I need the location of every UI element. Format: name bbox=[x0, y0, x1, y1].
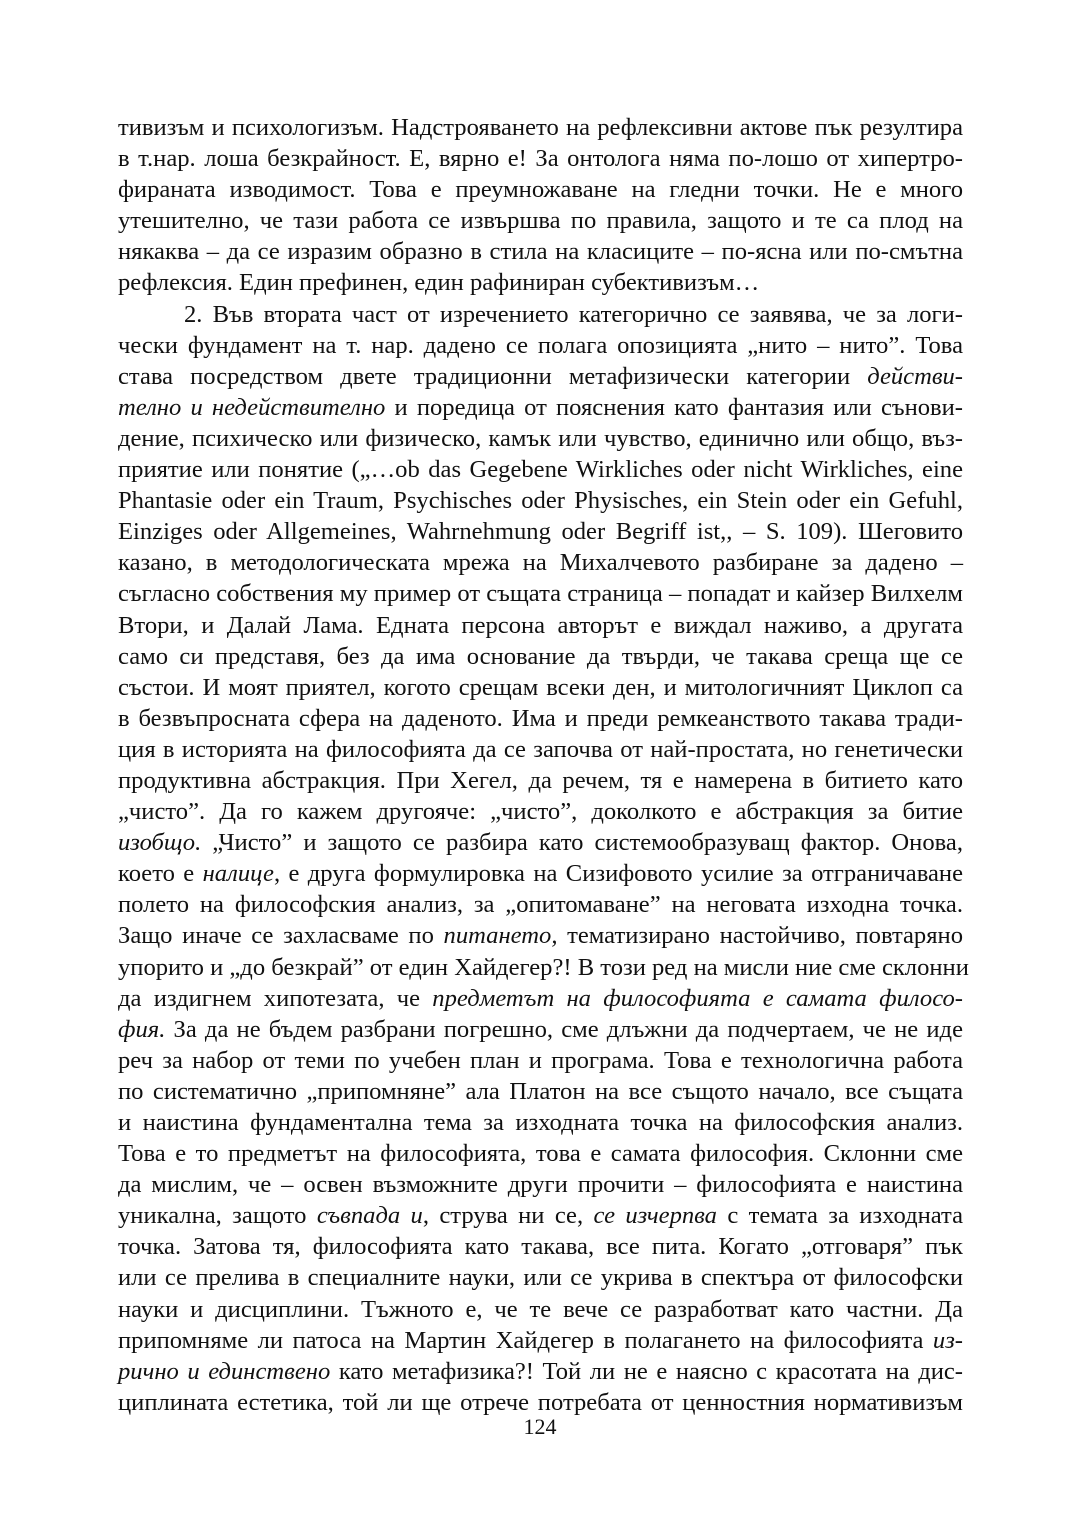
text-line: да мислим, че – освен възможните други прочити – философията е наистина bbox=[118, 1171, 963, 1199]
text-line: фираната изводимост. Това е преумножаване на гледни точки. Не е много bbox=[118, 176, 963, 204]
text-line: Einziges oder Allgemeines, Wahrnehmung oder Begriff ist,, – S. 109). Шеговито bbox=[118, 518, 963, 546]
text-line: съгласно собствения му пример от същата страница – попадат и кайзер Вилхелм bbox=[118, 580, 963, 608]
text-line: точка. Затова тя, философията като такава, все пита. Когато „отговаря” пък bbox=[118, 1233, 963, 1261]
text-line: дение, психическо или физическо, камък или чувство, единично или общо, въз- bbox=[118, 424, 963, 452]
text-run: За да не бъдем разбрани погрешно, сме длъжни да подчертаем, че не иде bbox=[165, 1015, 963, 1043]
text-run: като метафизика?! Той ли не е наясно с красотата на дис- bbox=[330, 1357, 963, 1385]
italic-run: питането, bbox=[443, 922, 558, 950]
italic-run: налице bbox=[202, 860, 274, 888]
text-line: Phantasie oder ein Traum, Psychisches oder Physisches, ein Stein oder ein Gefuhl, bbox=[118, 487, 963, 515]
italic-run: се изчерпва bbox=[593, 1202, 717, 1230]
text-line bbox=[118, 858, 963, 889]
text-line bbox=[118, 827, 963, 858]
italic-run: телно и недействително bbox=[118, 393, 386, 421]
text-line bbox=[118, 920, 963, 951]
text-line: чески фундамент на т. нар. дадено се полага опозицията „нито – нито”. Това bbox=[118, 331, 963, 359]
italic-run: изобщо. bbox=[118, 829, 202, 857]
text-line: полето на философския анализ, за „опитомаване” на неговата изходна точка. bbox=[118, 891, 963, 919]
text-line: състои. И моят приятел, когото срещам всеки ден, и митологичният Циклоп са bbox=[118, 673, 963, 701]
text-line bbox=[118, 1325, 963, 1356]
text-line: в т.нар. лоша безкрайност. Е, вярно е! За онтолога няма по-лошо от хипертро- bbox=[118, 145, 963, 173]
text-line: циплината естетика, той ли ще отрече потребата от ценностния нормативизъм bbox=[118, 1388, 963, 1416]
text-line: науки и дисциплини. Тъжното е, че те вече се разработват като частни. Да bbox=[118, 1295, 963, 1323]
text-line: някаква – да се изразим образно в стила на класиците – по-ясна или по-смътна bbox=[118, 238, 963, 266]
text-run: да издигнем хипотезата, че bbox=[118, 984, 433, 1012]
text-run: става посредством двете традиционни метафизически категории bbox=[118, 362, 868, 390]
paragraph-2 bbox=[118, 299, 969, 1418]
text-run: „Чисто” и защото се разбира като системообразуващ фактор. Онова, bbox=[201, 829, 963, 857]
text-line bbox=[118, 392, 963, 423]
text-run: Защо иначе се захласваме по bbox=[118, 922, 444, 950]
text-line bbox=[118, 1200, 963, 1231]
text-run: , струва ни се, bbox=[422, 1202, 594, 1230]
text-run: което е bbox=[118, 860, 203, 888]
text-line: утешително, че тази работа се извършва по правила, защото и те са плод на bbox=[118, 207, 963, 235]
text-line bbox=[118, 361, 963, 392]
text-line: по систематично „припомняне” ала Платон на все същото начало, все същата bbox=[118, 1077, 963, 1105]
italic-run: фия. bbox=[118, 1015, 166, 1043]
text-line: и наистина фундаментална тема за изходната точка на философския анализ. bbox=[118, 1109, 963, 1136]
paragraph-1 bbox=[118, 112, 963, 299]
text-line: упорито и „до безкрай” от един Хайдегер?! В този ред на мисли ние сме склонни bbox=[118, 953, 969, 981]
text-line bbox=[118, 983, 963, 1014]
text-line: или се прелива в специалните науки, или се укрива в спектъра от философски bbox=[118, 1264, 963, 1292]
text-line bbox=[118, 1356, 963, 1387]
text-run: уникална, защото bbox=[118, 1202, 317, 1230]
italic-run: рично и единствено bbox=[118, 1357, 331, 1385]
text-line: реч за набор от теми по учебен план и програма. Това е технологична работа bbox=[118, 1046, 963, 1074]
text-line: приятие или понятие („…ob das Gegebene Wirkliches oder nicht Wirkliches, eine bbox=[118, 456, 963, 484]
page-number: 124 bbox=[523, 1414, 557, 1439]
text-line: ция в историята на философията да се започва от най-простата, но генетически bbox=[118, 735, 963, 763]
body-text bbox=[118, 112, 969, 1418]
text-line: казано, в методологическата мрежа на Михалчевото разбиране за дадено – bbox=[118, 549, 963, 577]
text-line: продуктивна абстракция. При Хегел, да речем, тя е намерена в битието като bbox=[118, 766, 963, 794]
italic-run: из- bbox=[932, 1326, 963, 1354]
text-line: „чисто”. Да го кажем другояче: „чисто”, доколкото е абстракция за битие bbox=[118, 798, 963, 826]
text-run: припомняме ли патоса на Мартин Хайдегер в полагането на философията bbox=[118, 1326, 933, 1354]
italic-run: предметът на философията е самата филосо- bbox=[432, 984, 963, 1012]
italic-run: съвпада и bbox=[316, 1202, 423, 1230]
text-run: , е друга формулировка на Сизифовото усилие за отграничаване bbox=[273, 860, 963, 888]
text-run: тематизирано настойчиво, повтаряно bbox=[557, 922, 963, 950]
text-line: рефлексия. Един префинен, един рафиниран субективизъм… bbox=[118, 269, 760, 297]
text-run: и поредица от пояснения като фантазия или сънови- bbox=[385, 393, 963, 421]
text-line: 2. Във втората част от изречението категорично се заявява, че за логи- bbox=[184, 300, 963, 328]
text-line: тивизъм и психологизъм. Надстрояването на рефлексивни актове пък резултира bbox=[118, 114, 963, 141]
italic-run: действи- bbox=[867, 362, 963, 390]
text-line: Втори, и Далай Лама. Едната персона авторът е виждал наживо, а другата bbox=[118, 611, 963, 639]
text-line: само си представя, без да има основание да твърди, че такава среща ще се bbox=[118, 642, 963, 670]
text-line bbox=[118, 1014, 963, 1045]
text-line: в безвъпросната сфера на даденото. Има и преди ремкеанството такава тради- bbox=[118, 704, 963, 732]
text-run: с темата за изходната bbox=[716, 1202, 963, 1230]
text-line: Това е то предметът на философията, това е самата философия. Склонни сме bbox=[118, 1140, 963, 1168]
